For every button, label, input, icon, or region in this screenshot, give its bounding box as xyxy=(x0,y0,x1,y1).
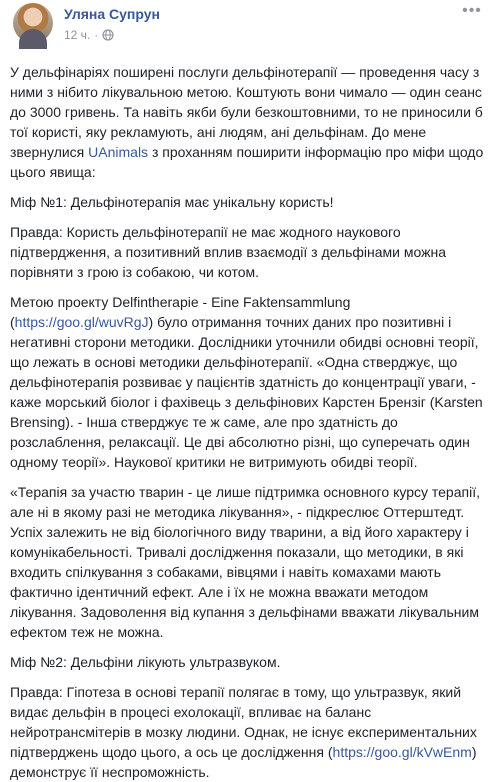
paragraph-intro-text-2: з проханням поширити інформацію про міфи щодо цього явища: xyxy=(10,144,484,180)
myth-1-truth: Правда: Користь дельфінотерапії не має жодного наукового підтвердження, а позитивний вплив взаємодії з дельфінами можна порівняти з грою із собакою, чи котом. xyxy=(10,224,447,280)
post-header xyxy=(9,0,487,62)
myth-1-heading: Міф №1: Дельфінотерапія має унікальну користь! xyxy=(10,194,334,210)
myth-2-truth-text-2: ) демонструє її неспроможність. xyxy=(10,744,477,780)
research-link-1[interactable]: https://goo.gl/wuvRgJ xyxy=(14,314,149,330)
uanimals-link[interactable]: UAnimals xyxy=(88,144,149,160)
paragraph-research-text-2: ) було отримання точних даних про позитивні і негативні сторони методики. Дослідники уточнили обидві основні теорії, що лежать в основі методики дельфінотерапії. «Одна стверджує, що дельфінотерапія розвиває у пацієнтів здатність до концентрації уваги, - каже морський біолог і фахівець з дельфінових Карстен Брензіг (Karsten Brensing). - Інша стверджує те ж саме, але про здатність до розслаблення, релаксації. Це дві абсолютно різні, що суперечать один одному теорії». Наукової критики не витримують обидві теорії. xyxy=(10,314,483,470)
globe-icon[interactable] xyxy=(102,29,114,41)
meta-separator: · xyxy=(94,28,99,42)
author-name-link[interactable]: Уляна Супрун xyxy=(64,6,160,22)
author-avatar[interactable] xyxy=(13,3,53,43)
paragraph-research-text-1: Метою проекту Delfintherapie - Eine Faktensammlung ( xyxy=(10,294,351,330)
myth-2-truth xyxy=(10,682,487,782)
paragraph-intro xyxy=(10,62,487,182)
myth-2-truth-text-1: Правда: Гіпотеза в основі терапії полягає в тому, що ультразвук, який видає дельфін в процесі ехолокації, впливає на баланс нейротрансмітерів в мозку людини. Однак, не існує експериментальних підтверджень щодо цього, а ось це дослідження ( xyxy=(10,684,477,760)
myth-2-heading: Міф №2: Дельфіни лікують ультразвуком. xyxy=(10,654,281,670)
paragraph-intro-text-1: У дельфінаріях поширені послуги дельфінотерапії — проведення часу з ними з нібито лікувальною метою. Коштують вони чимало — один сеанс до 3000 гривень. Та навіть якби були безкоштовними, то не приносили б тої користі, яку рекламують, ані людям, ані дельфінам. До мене звернулися xyxy=(10,64,483,160)
more-options-icon[interactable]: ••• xyxy=(462,2,482,19)
post-body xyxy=(9,62,487,782)
paragraph-quote: «Терапія за участю тварин - це лише підтримка основного курсу терапії, але ні в якому разі не методика лікування», - підкреслює Оттерштедт. Успіх залежить не від біологічного виду тварини, а від його характеру і комунікабельності. Тривалі дослідження показали, що методики, в які входить спілкування з собаками, вівцями і навіть комахами мають фактично ідентичний ефект. Але і їх не можна вважати методом лікування. Задоволення від купання з дельфінами вважати лікувальним ефектом теж не можна. xyxy=(10,484,480,640)
paragraph-research xyxy=(10,292,487,472)
post-meta xyxy=(64,28,114,42)
post-timestamp[interactable]: 12 ч. xyxy=(64,28,91,42)
avatar-figure xyxy=(19,29,47,49)
research-link-2[interactable]: https://goo.gl/kVwEnm xyxy=(332,744,472,760)
